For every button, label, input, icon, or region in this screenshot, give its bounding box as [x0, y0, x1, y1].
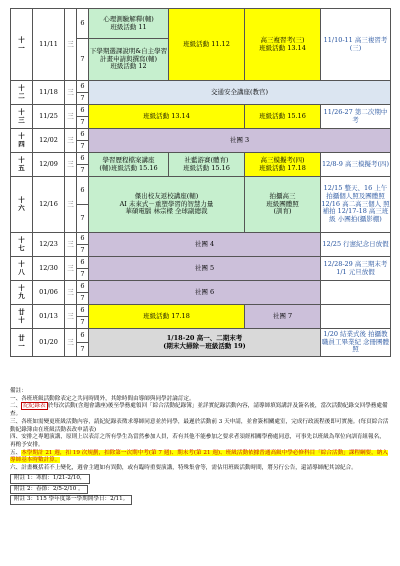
activity-cell: 班級活動 15.16	[245, 105, 321, 129]
activity-subtitle: 班級團體照	[266, 199, 299, 208]
activity-subtitle: (輔)班級活動 15.16	[99, 163, 158, 172]
activity-cell	[89, 153, 169, 177]
activity-subtitle: 班級活動 15.16	[183, 163, 230, 172]
weekday-cell: 三	[65, 9, 77, 81]
attachment-note: 附註 1：寒假：1/21-2/10，	[10, 474, 90, 484]
period-cell: 7	[77, 39, 89, 81]
note-text: 於每次活動(含週會講座)後至學務處領回「綜合活動紀錄簿」並詳實紀錄活動內容，請導師填寫講評及簽名後，當次活動紀錄交回學務處備查。	[10, 403, 388, 418]
week-number	[11, 233, 33, 257]
week-char: 一	[18, 43, 25, 52]
note-item: 四、安排之專題演講，原則上以表訂之所有學生為當然參加人員，若有其他不能參加之要求者須經相關學務處同意，可事先以班級為單位向訓育組報名，再酌予安排。	[10, 434, 385, 449]
weekday-cell: 三	[65, 329, 77, 357]
highlighted-note: 本學期計 21 週，扣 19 次規劃，扣除第一次期中考(第 7 週)、期末考(第 21 週)、班級活動依據普通高級中學必修科目「綜合活動」課程綱要，納入導師基本時數計算。	[10, 449, 388, 464]
week-char: 七	[18, 243, 25, 252]
week-char: 十	[18, 259, 25, 268]
attachment-note: 附註 2：春節：2/5-2/10 。	[10, 485, 88, 495]
week-number	[11, 153, 33, 177]
date-cell: 12/23	[33, 233, 65, 257]
remark-cell: 12/8-9 高三模擬考(四)	[321, 153, 391, 177]
activity-subtitle: AI 未來式－重塑學習的智慧力量	[119, 199, 214, 208]
activity-subtitle: 班級活動 17.18	[259, 163, 306, 172]
activity-cell: 交通安全講座(教官)	[89, 81, 391, 105]
remark-cell: 11/26-27 第二次期中考	[321, 105, 391, 129]
note-item: 六、計畫概括若不上變化，週會主題如有異動，或有臨時重要演講，特殊集會等，需佔用班級活動時間，將另行公告，還請導師配其諒紀合。	[10, 465, 357, 472]
period-cell: 7	[77, 269, 89, 281]
date-cell: 12/30	[33, 257, 65, 281]
weekday-cell: 三	[65, 257, 77, 281]
period-cell: 6	[77, 281, 89, 293]
highlight-box: 紀紀錄表	[23, 403, 46, 410]
activity-cell	[245, 177, 321, 233]
period-cell: 7	[77, 165, 89, 177]
activity-title: 高三模擬考(四)	[260, 155, 305, 164]
week-char: 十	[18, 83, 25, 92]
weekday-cell: 三	[65, 105, 77, 129]
period-cell: 7	[77, 117, 89, 129]
date-cell: 11/18	[33, 81, 65, 105]
week-char: 十	[18, 155, 25, 164]
week-char: 五	[18, 163, 25, 172]
date-cell: 01/06	[33, 281, 65, 305]
activity-cell: 班級活動 11.12	[169, 9, 245, 81]
remark-cell: 11/10-11 高三複習考(三)	[321, 9, 391, 81]
activity-title: 拍攝高三	[269, 191, 296, 200]
activity-subtitle: 班級活動 13.14	[259, 43, 306, 52]
remark-cell: 12/25 行憲紀念日放假	[321, 233, 391, 257]
week-number	[11, 129, 33, 153]
week-char: 六	[18, 203, 25, 212]
notes-label: 備註：	[10, 388, 27, 394]
week-char: 廿	[18, 307, 25, 316]
period-cell: 7	[77, 317, 89, 329]
week-char: 一	[18, 341, 25, 350]
period-cell: 6	[77, 329, 89, 343]
period-cell: 6	[77, 257, 89, 269]
week-char: 十	[18, 235, 25, 244]
activity-title: 1/18-20 高一、二期末考	[166, 333, 243, 342]
period-cell: 6	[77, 129, 89, 141]
activity-cell: 班級活動 13.14	[89, 105, 245, 129]
activity-subtitle: 班級活動 12	[110, 62, 147, 71]
week-number	[11, 257, 33, 281]
activity-cell	[89, 9, 169, 39]
remark-cell: 12/15 整天、16 上午 拍攝個人照及團體照 12/16 高二高三個人 照補拍 12/17-18 高三班級 小團拍(攝影棚)	[321, 177, 391, 233]
week-number	[11, 81, 33, 105]
week-char: 十	[18, 107, 25, 116]
period-cell: 7	[77, 141, 89, 153]
note-prefix: 二、	[10, 403, 22, 410]
note-item: 三、各班如需變更班級活動內容，請紀紀錄表徵求導師同意並於同學，最遲於活動前 3 天申請，並會簽相關處室，完成行政流程後即可實施。(每頁綜合活動紀錄簿由在班級活動表改申請表)	[10, 418, 389, 433]
week-number	[11, 9, 33, 81]
week-char: 八	[18, 267, 25, 276]
weekday-cell: 三	[65, 129, 77, 153]
notes-section	[10, 388, 390, 505]
week-char: 二	[18, 91, 25, 100]
activity-cell: 社團 5	[89, 257, 321, 281]
period-cell: 6	[77, 105, 89, 117]
period-cell: 6	[77, 233, 89, 245]
activity-subtitle: (期末大掃除－班級活動 19)	[163, 341, 246, 350]
week-number	[11, 329, 33, 357]
activity-title: 高三複習考(三)	[260, 35, 305, 44]
weekday-cell: 三	[65, 233, 77, 257]
period-cell: 6	[77, 9, 89, 39]
period-cell: 7	[77, 293, 89, 305]
period-cell: 7	[77, 93, 89, 105]
date-cell: 12/16	[33, 177, 65, 233]
remark-cell: 12/28-29 高三期末考 1/1 元旦放假	[321, 257, 391, 281]
activity-cell	[89, 177, 245, 233]
week-number	[11, 281, 33, 305]
period-cell: 6	[77, 81, 89, 93]
week-number	[11, 177, 33, 233]
activity-cell	[89, 329, 321, 357]
attachment-note: 附註 3：115 學年度第一學期開學日：2/11。	[10, 495, 132, 505]
activity-cell	[245, 9, 321, 81]
date-cell: 01/13	[33, 305, 65, 329]
date-cell: 11/11	[33, 9, 65, 81]
activity-title: 下學期選課說明&自主學習計畫申請與撰寫(輔)	[89, 46, 168, 63]
week-char: 三	[18, 115, 25, 124]
period-cell: 6	[77, 305, 89, 317]
date-cell: 12/02	[33, 129, 65, 153]
week-number	[11, 105, 33, 129]
speaker-text: 華碩電腦 林宗樑 全球副總裁	[125, 207, 208, 216]
activity-title: 傑出校友返校講座(輔)	[134, 191, 199, 200]
date-cell: 01/20	[33, 329, 65, 357]
week-char: 四	[18, 139, 25, 148]
period-cell: 7	[77, 343, 89, 357]
week-number	[11, 305, 33, 329]
activity-cell: 社團 3	[89, 129, 391, 153]
activity-cell	[169, 153, 245, 177]
weekday-cell: 三	[65, 153, 77, 177]
activity-cell	[89, 39, 169, 81]
activity-title: 心理測驗解釋(輔)	[103, 14, 154, 23]
activity-title: 學習歷程檔案講座	[102, 155, 155, 164]
note-item: 一、各班班級活動除表定之共同時間外，其餘時間由導師與同學討論訂定。	[10, 395, 195, 402]
week-char: 十	[18, 283, 25, 292]
period-cell: 6	[77, 153, 89, 165]
remark-cell	[321, 281, 391, 305]
period-cell: 7	[77, 245, 89, 257]
week-char: 十	[18, 131, 25, 140]
date-cell: 11/25	[33, 105, 65, 129]
weekday-cell: 三	[65, 305, 77, 329]
activity-subtitle: 班級活動 11	[110, 22, 147, 31]
activity-cell: 社團 6	[89, 281, 321, 305]
activity-title: 社藍游賽(體育)	[184, 155, 229, 164]
activity-cell	[245, 153, 321, 177]
period-cell: 7	[77, 205, 89, 233]
week-char: 十	[18, 315, 25, 324]
weekday-cell: 三	[65, 281, 77, 305]
week-char: 十	[18, 35, 25, 44]
note-item	[10, 450, 390, 465]
activity-schedule-table	[10, 8, 391, 357]
note-item	[10, 403, 390, 418]
date-cell: 12/09	[33, 153, 65, 177]
organizer-text: (訓育)	[273, 207, 292, 216]
note-prefix: 五、	[10, 449, 22, 456]
week-char: 廿	[18, 333, 25, 342]
activity-cell: 班級活動 17.18	[89, 305, 245, 329]
week-char: 十	[18, 195, 25, 204]
remark-cell: 1/20 結業式後 拍攝教職員工畢業紀 念冊團體照	[321, 329, 391, 357]
weekday-cell: 三	[65, 81, 77, 105]
activity-cell: 社團 4	[89, 233, 321, 257]
period-cell: 6	[77, 177, 89, 205]
week-char: 九	[18, 291, 25, 300]
remark-cell	[321, 305, 391, 329]
weekday-cell: 三	[65, 177, 77, 233]
activity-cell: 社團 7	[245, 305, 321, 329]
